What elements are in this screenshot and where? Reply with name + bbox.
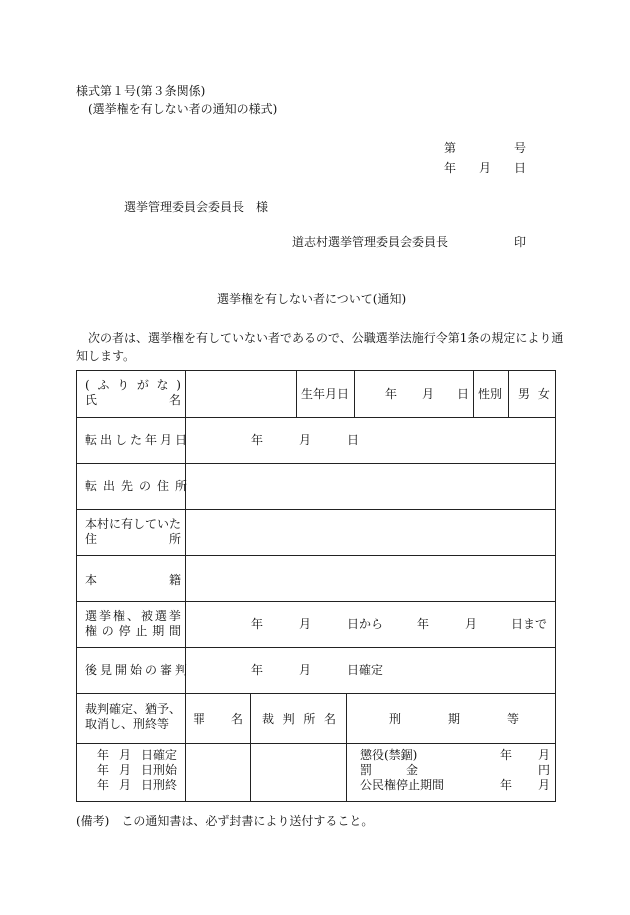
verdict-label-2: 取消し、刑終等 [85,717,170,731]
moved-address-input[interactable] [186,464,555,509]
suspension-to-month: 月 [465,617,478,631]
moved-day: 日 [347,433,360,447]
sentence-label: 刑 期 等 [389,712,519,726]
final-end: 日刑終 [141,778,178,792]
guardianship-day: 日確定 [347,663,384,677]
penalty-block: 懲役(禁錮) 年 月 罰 金 円 公民権停止期間 年 月 [360,748,551,792]
birth-month: 月 [422,387,435,401]
moved-month: 月 [299,433,312,447]
suspension-to-day: 日まで [511,617,548,631]
court-input[interactable] [251,744,346,801]
guardianship-label: 後見開始の審判 [85,663,191,677]
doc-number-prefix: 第 [444,141,457,155]
guardianship-month: 月 [299,663,312,677]
moved-date-label: 転出した年月日 [85,433,191,447]
guardianship-year: 年 [251,663,264,677]
suspension-to-year: 年 [417,617,430,631]
addressee: 選挙管理委員会委員長 様 [124,200,269,214]
penalty-fine-2: 金 [406,763,419,777]
suspension-label: 選 挙 権 、 被 選 挙 権 の 停 止 期 間 [85,609,181,638]
moved-address-label: 転出先の住所 [85,479,194,493]
date-month: 月 [479,161,492,175]
domicile-input[interactable] [186,556,555,601]
birth-year: 年 [385,387,398,401]
penalty-imprisonment: 懲役(禁錮) [360,748,418,762]
body-text-line-1: 次の者は、選挙権を有していない者であるので、公職選挙法施行令第1条の規定により通 [88,331,564,345]
sex-label: 性別 [478,387,503,401]
suspension-from-month: 月 [299,617,312,631]
suspension-from-day: 日から [347,617,384,631]
prev-address-input[interactable] [186,510,555,555]
crime-input[interactable] [186,744,250,801]
note: (備考) この通知書は、必ず封書により送付すること。 [76,814,374,828]
seal-mark: 印 [514,235,527,249]
penalty-fine-1: 罰 [360,763,373,777]
suspension-from-year: 年 [251,617,264,631]
final-start: 日刑始 [141,763,178,777]
form-number: 様式第１号(第３条関係) [76,84,206,98]
date-year: 年 [444,161,457,175]
doc-number-suffix: 号 [514,141,527,155]
final-dates-block: 年 月 日確定 年 月 日刑始 年 月 日刑終 [97,748,178,792]
document-title: 選挙権を有しない者について(通知) [217,292,407,306]
form-grid [76,370,556,802]
final-confirm: 日確定 [141,748,178,762]
name-input[interactable] [186,371,296,417]
birth-day: 日 [457,387,470,401]
court-label: 裁 判 所 名 [262,712,336,726]
form-subtitle: (選挙権を有しない者の通知の様式) [88,102,278,116]
prev-address-label-2a: 住 [85,532,98,546]
penalty-civil: 公民権停止期間 [360,778,445,792]
date-day: 日 [514,161,527,175]
body-text-line-2: 知します。 [76,349,136,363]
crime-label: 罪 名 [193,712,243,726]
prev-address-label-2b: 所 [168,532,181,546]
birthdate-label: 生年月日 [301,387,350,401]
domicile-label: 本 籍 [85,573,181,587]
verdict-label [85,702,181,732]
sender-name: 道志村選挙管理委員会委員長 [292,235,449,249]
name-label-block: ( ふ り が な ) 氏 名 [85,378,181,407]
prev-address-label [85,517,181,547]
verdict-label-1: 裁判確定、猶予、 [85,702,182,716]
moved-year: 年 [251,433,264,447]
sex-options[interactable]: 男 女 [518,387,552,401]
prev-address-label-1: 本村に有していた [85,517,182,531]
